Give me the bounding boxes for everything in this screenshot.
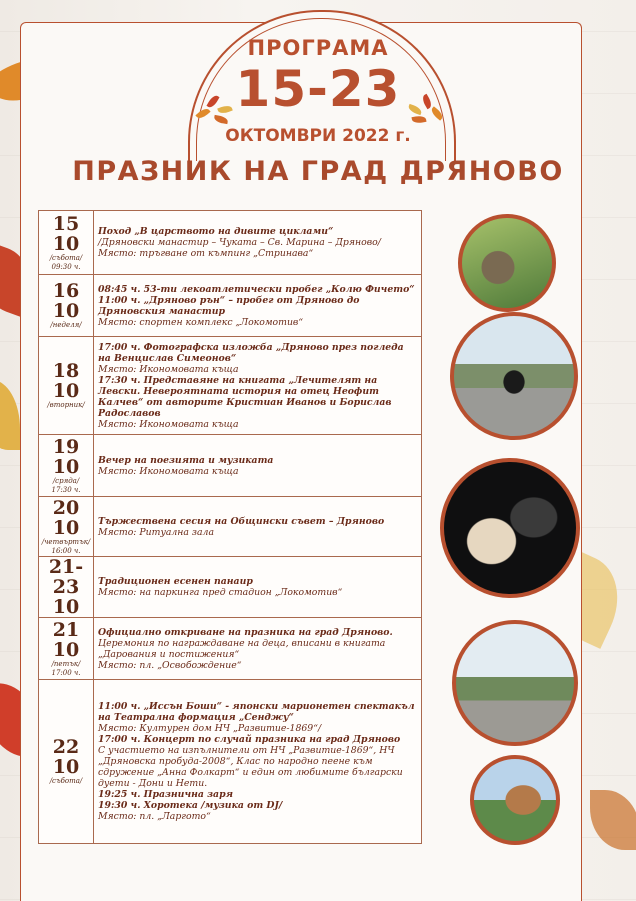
event-month: 10 (52, 380, 80, 402)
event-info: Място: Ритуална зала (98, 526, 214, 538)
event-weekday: /вторник/ (47, 401, 85, 409)
event-title: Официално откриване на празника на град Дряново. (98, 626, 393, 638)
event-title: Вечер на поезията и музиката (98, 454, 274, 466)
event-day: 18 (52, 360, 80, 382)
program-heading: ПРОГРАМА (247, 36, 389, 60)
event-month: 10 (52, 232, 80, 255)
event-weekday: /събота/ (49, 253, 83, 262)
event-weekday: /четвъртък/ (41, 537, 91, 546)
event-day: 22 (52, 736, 80, 758)
event-day: 15 (52, 212, 80, 235)
table-row (39, 557, 422, 618)
event-month: 10 (52, 756, 80, 778)
table-row (39, 680, 422, 844)
event-details (94, 275, 422, 337)
event-month: 10 (52, 455, 80, 478)
event-details (94, 337, 422, 435)
leaf-sprig-left-icon (196, 90, 242, 126)
autumn-leaf-decoration (590, 790, 636, 850)
photo-runners (450, 312, 578, 440)
table-row (39, 211, 422, 275)
event-info: Място: Икономовата къща (98, 465, 239, 477)
table-row (39, 435, 422, 497)
event-date (39, 435, 94, 497)
event-info: Място: спортен комплекс „Локомотив“ (98, 316, 304, 328)
event-day: 19 (52, 435, 80, 458)
event-details (94, 557, 422, 618)
event-date (39, 618, 94, 680)
event-time: 17:00 ч. (51, 668, 81, 677)
event-title: 08:45 ч. 53-ти лекоатлетически пробег „Колю Фичето“ (98, 283, 415, 295)
event-title: Тържествена сесия на Общински съвет – Дряново (98, 515, 385, 527)
event-time: 16:00 ч. (51, 546, 81, 555)
event-info: /Дряновски манастир – Чуката – Св. Марина – Дряново/ (98, 237, 381, 248)
event-info: Място: пл. „Освобождение“ (98, 659, 242, 671)
table-row (39, 275, 422, 337)
event-weekday: /събота/ (49, 777, 83, 785)
photo-race-finish (452, 620, 578, 746)
event-day: 20 (52, 496, 80, 519)
event-info: Място: Икономовата къща (98, 418, 239, 430)
event-day: 21-23 (48, 556, 84, 598)
event-details (94, 211, 422, 275)
event-info: Място: Икономовата къща (98, 363, 239, 375)
event-date (39, 557, 94, 618)
event-details (94, 618, 422, 680)
photo-duo-singers (440, 458, 580, 598)
event-title: 19:30 ч. Хоротека /музика от DJ/ (98, 800, 283, 811)
event-title: Традиционен есенен панаир (98, 576, 253, 587)
event-title: Поход „В царството на дивите циклами“ (98, 226, 334, 237)
event-month: 10 (52, 516, 80, 539)
event-title: 17:00 ч. Концерт по случай празника на град Дряново (98, 734, 401, 745)
event-date (39, 275, 94, 337)
event-title: 17:00 ч. Фотографска изложба „Дряново през погледа на Венцислав Симеонов“ (98, 341, 404, 364)
event-date (39, 497, 94, 557)
festival-dates: 15-23 (235, 60, 401, 118)
event-time: 17:30 ч. (51, 485, 81, 494)
program-table (38, 210, 422, 844)
event-info: С участието на изпълнители от НЧ „Развитие-1869“, НЧ „Дряновска пробуда-2008“, Клас по народно пеене към сдружение „Анна Фолкарт“ и един от любимите български дуети - Дони и Нети. (98, 745, 403, 789)
event-info: Церемония по награждаване на деца, вписани в книгата „Дарования и постижения“ (98, 637, 386, 660)
event-details (94, 435, 422, 497)
event-title: 17:30 ч. Представяне на книгата „Лечителят на Левски. Невероятната история на отец Неофит Калчев“ от авторите Кристиан Иванов и Борислав Радославов (98, 374, 392, 419)
event-weekday: /неделя/ (50, 321, 82, 329)
event-weekday: /петък/ (51, 659, 81, 668)
month-year: ОКТОМВРИ 2022 г. (225, 126, 411, 146)
table-row (39, 337, 422, 435)
event-date (39, 211, 94, 275)
table-row (39, 497, 422, 557)
event-info: Място: на паркинга пред стадион „Локомотив“ (98, 587, 343, 598)
event-day: 21 (52, 618, 80, 641)
event-info: Място: Културен дом НЧ „Развитие-1869“/ (98, 723, 322, 734)
event-title: 11:00 ч. „Дряново рън“ – пробег от Дряново до Дряновския манастир (98, 294, 360, 317)
leaf-sprig-right-icon (400, 90, 446, 126)
event-day: 16 (52, 280, 80, 302)
photo-monument (458, 214, 556, 312)
photo-historic-house (470, 755, 560, 845)
event-details (94, 497, 422, 557)
page-title: ПРАЗНИК НА ГРАД ДРЯНОВО (72, 156, 564, 187)
event-info: Място: тръгване от къмпинг „Стринава“ (98, 248, 314, 259)
autumn-leaf-decoration (0, 380, 20, 450)
event-month: 10 (52, 596, 80, 618)
event-date (39, 680, 94, 844)
event-title: 19:25 ч. Празнична заря (98, 789, 233, 800)
event-month: 10 (52, 300, 80, 322)
event-title: 11:00 ч. „Иссън Боши“ - японски марионетен спектакъл на Театрална формация „Сенджу“ (98, 701, 415, 723)
event-date (39, 337, 94, 435)
event-month: 10 (52, 638, 80, 661)
event-weekday: /сряда/ (52, 476, 80, 485)
event-time: 09:30 ч. (51, 262, 81, 271)
table-row (39, 618, 422, 680)
event-info: Място: пл. „Ларгото“ (98, 811, 211, 822)
event-details (94, 680, 422, 844)
